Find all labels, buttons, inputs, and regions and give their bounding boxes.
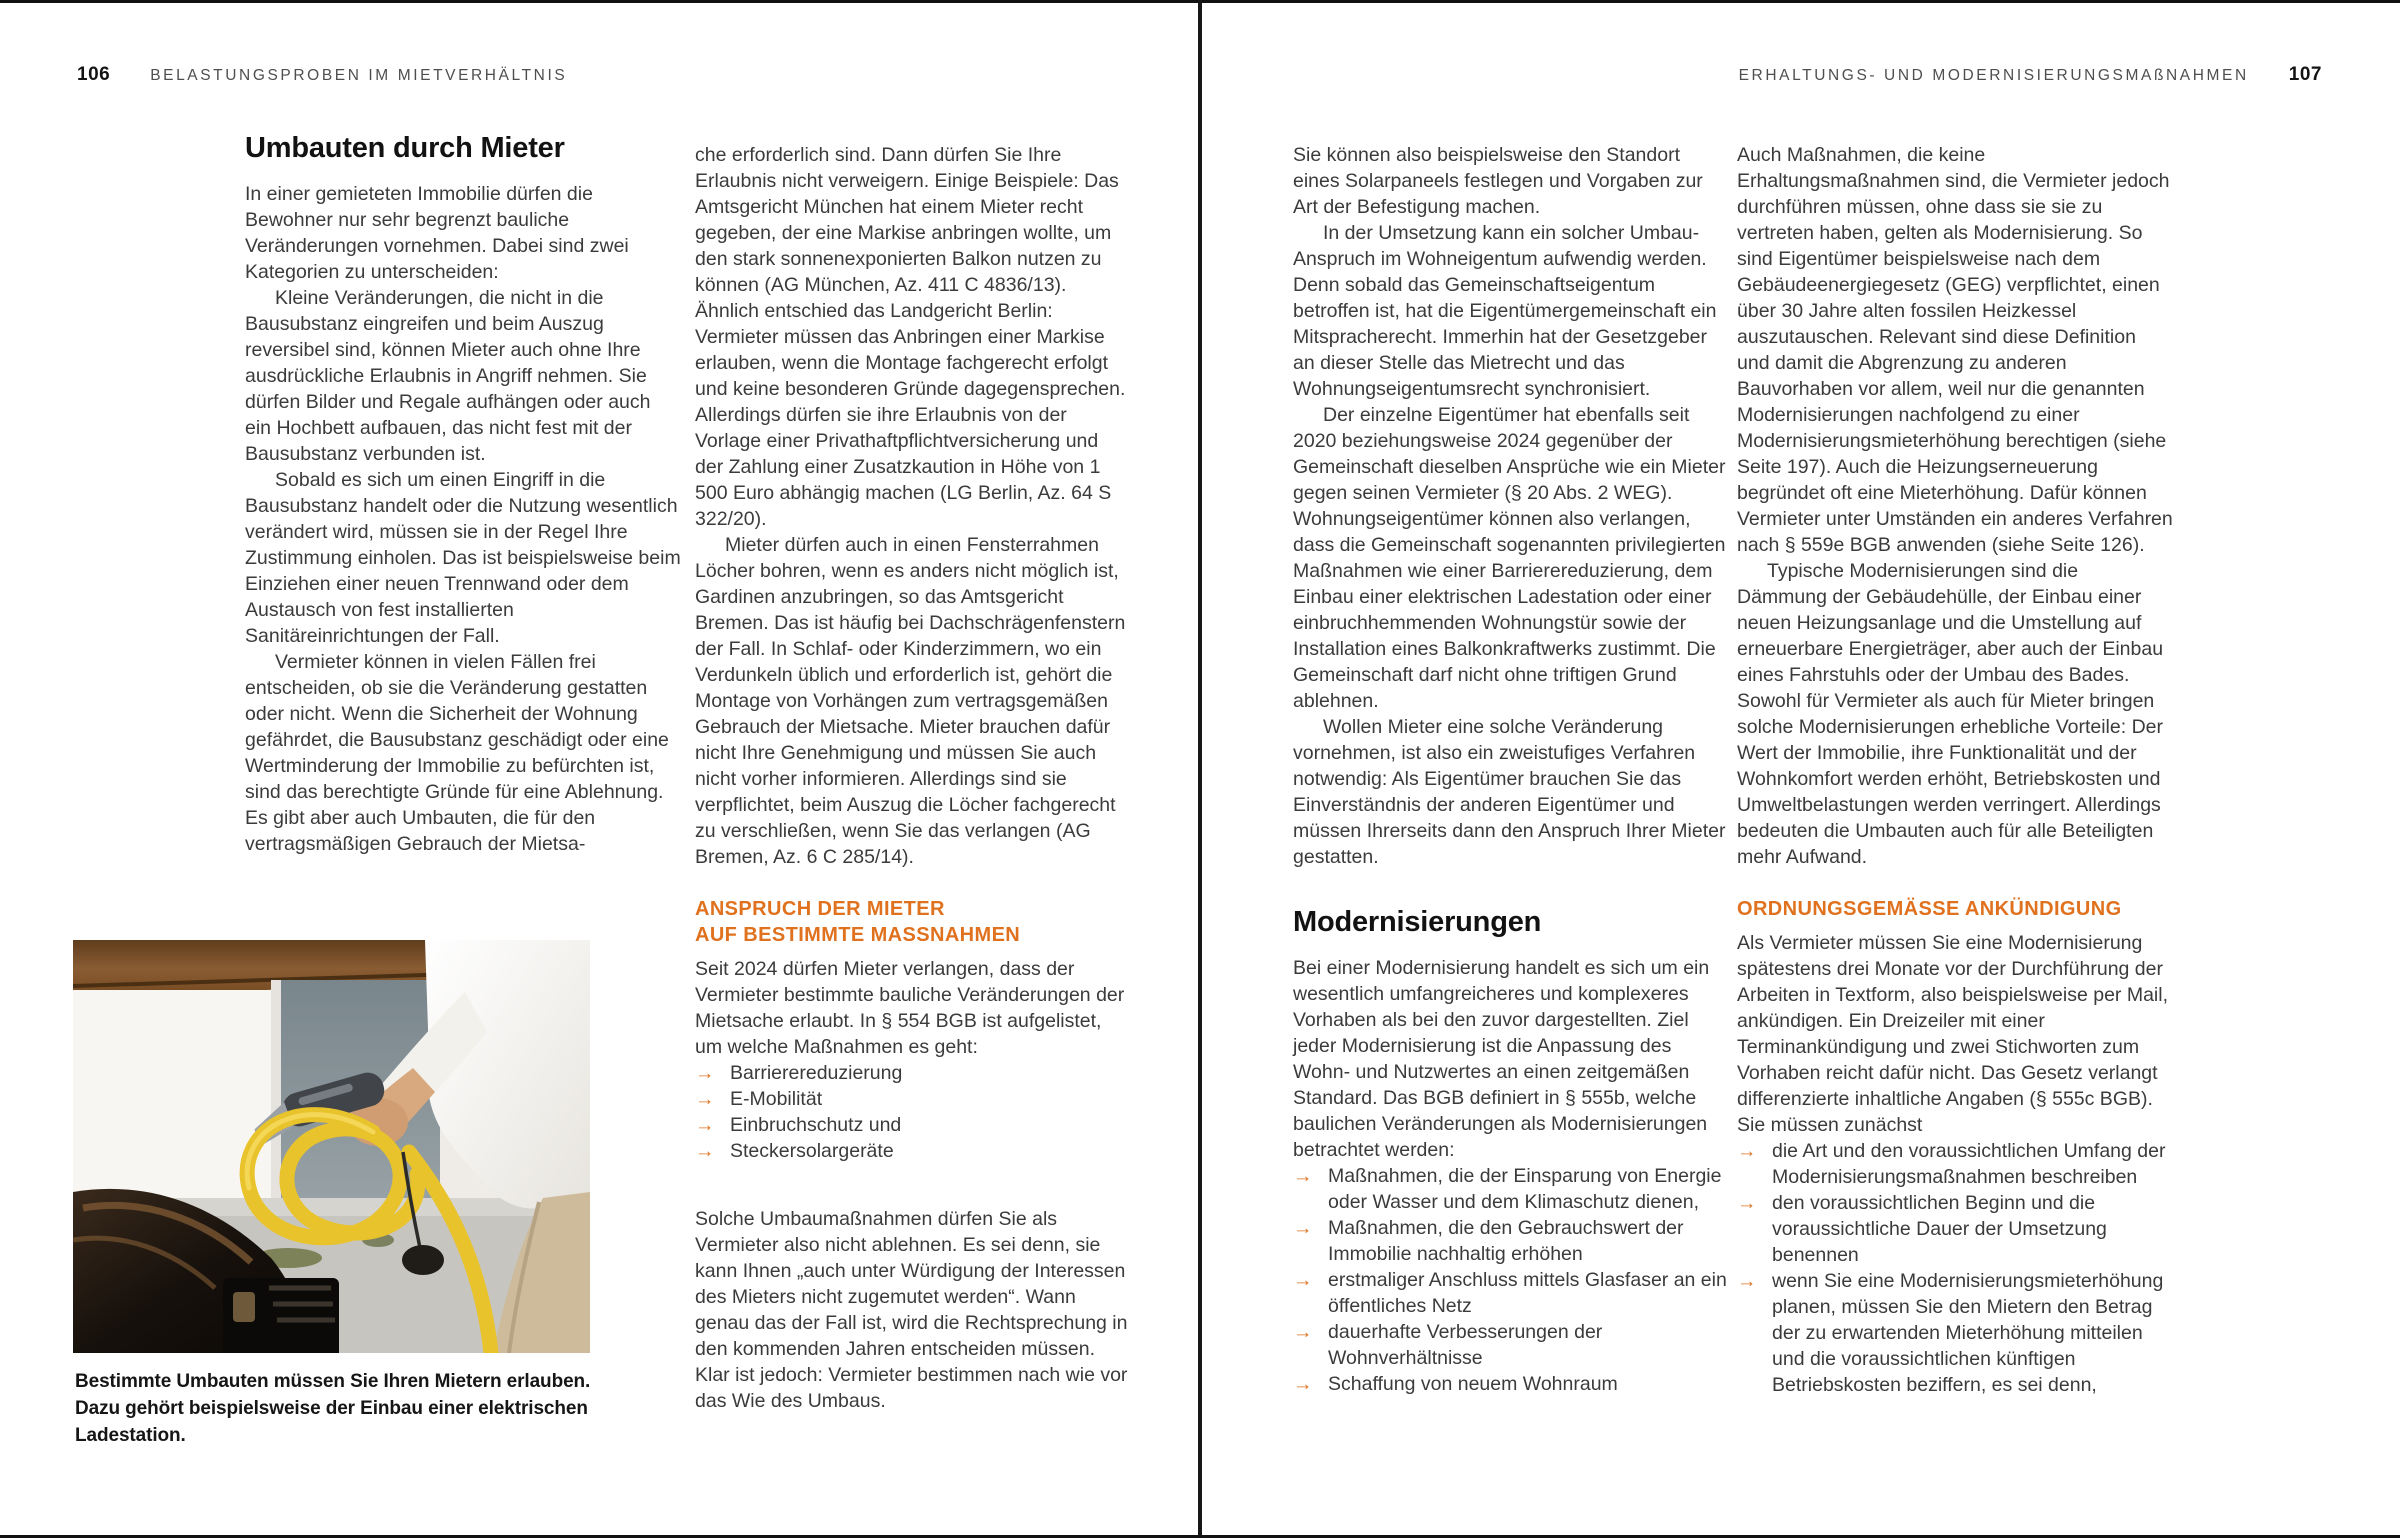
arrow-bullet-icon: → <box>1293 1321 1313 1343</box>
running-head-left <box>77 64 567 86</box>
list-item <box>1293 1163 1729 1215</box>
list-item <box>1737 1190 2173 1268</box>
arrow-bullet-icon: → <box>1293 1217 1313 1239</box>
p107-col2-arrow-list <box>1737 1138 2173 1398</box>
list-item-text: dauerhafte Verbesserungen der Wohnverhältnisse <box>1328 1321 1603 1369</box>
chapter-title-left: BELASTUNGSPROBEN IM MIETVERHÄLTNIS <box>150 67 568 84</box>
body-paragraph: Sobald es sich um einen Eingriff in die Bausubstanz handelt oder die Nutzung wesentlich verändert wird, müssen sie in der Regel Ihre Zustimmung einholen. Das ist beispielsweise beim Einziehen einer neuen Trennwand oder dem Austausch von fest installierten Sanitäreinrichtungen der Fall. <box>245 469 681 647</box>
body-paragraph: Vermieter können in vielen Fällen frei entscheiden, ob sie die Veränderung gestatten oder nicht. Wenn die Sicherheit der Wohnung gefährdet, die Bausubstanz geschädigt oder eine Wertminderung der Immobilie zu befürchten ist, sind das berechtigte Gründe für eine Ablehnung. Es gibt aber auch Umbauten, die für den vertragsmäßigen Gebrauch der Mietsa- <box>245 651 669 855</box>
body-paragraph: Kleine Veränderungen, die nicht in die Bausubstanz eingreifen und beim Auszug reversibel sind, können Mieter auch ohne Ihre ausdrückliche Erlaubnis in Angriff nehmen. Sie dürfen Bilder und Regale aufhängen oder auch ein Hochbett aufbauen, das nicht fest mit der Bausubstanz verbunden ist. <box>245 287 651 465</box>
p106-column-1 <box>245 132 681 857</box>
arrow-bullet-icon: → <box>1737 1270 1757 1292</box>
list-item <box>695 1138 1131 1164</box>
arrow-bullet-icon: → <box>1293 1269 1313 1291</box>
body-paragraph: Mieter dürfen auch in einen Fensterrahmen Löcher bohren, wenn es anders nicht möglich ist, Gardinen anzubringen, so das Amtsgericht Bremen. Das ist häufig bei Dachschrägenfenstern der Fall. In Schlaf- oder Kinderzimmern, wo ein Verdunkeln üblich und erforderlich ist, gehört die Montage von Vorhängen zum vertragsgemäßen Gebrauch der Mietsache. Mieter brauchen dafür nicht Ihre Genehmigung und müssen Sie auch nicht vorher informieren. Allerdings sind sie verpflichtet, beim Auszug die Löcher fachgerecht zu verschließen, wenn Sie das verlangen (AG Bremen, Az. 6 C 285/14). <box>695 534 1126 868</box>
list-item-text: Barrierereduzierung <box>730 1062 903 1084</box>
body-paragraph: Der einzelne Eigentümer hat ebenfalls seit 2020 beziehungsweise 2024 gegenüber der Gemeinschaft dieselben Ansprüche wie ein Mieter gegen seinen Vermieter (§ 20 Abs. 2 WEG). Wohnungseigentümer können also verlangen, dass die Gemeinschaft sogenannten privilegierten Maßnahmen wie einer Barrierereduzierung, dem Einbau einer elektrischen Ladestation oder einer einbruchhemmenden Wohnungstür sowie der Installation eines Balkonkraftwerks zustimmt. Die Gemeinschaft darf nicht ohne triftigen Grund ablehnen. <box>1293 404 1726 712</box>
body-paragraph: che erforderlich sind. Dann dürfen Sie Ihre Erlaubnis nicht verweigern. Einige Beispiele: Das Amtsgericht München hat einem Mieter recht gegeben, der eine Markise anbringen wollte, um den stark sonnenexponierten Balkon nutzen zu können (AG München, Az. 411 C 4836/13). Ähnlich entschied das Landgericht Berlin: Vermieter müssen das Anbringen einer Markise erlauben, wenn die Montage fachgerecht erfolgt und keine besonderen Gründe dagegensprechen. Allerdings dürfen sie ihre Erlaubnis von der Vorlage einer Privathaftpflichtversicherung und der Zahlung einer Zusatzkaution in Höhe von 1 500 Euro abhängig machen (LG Berlin, Az. 64 S 322/20). <box>695 144 1126 530</box>
body-paragraph: In einer gemieteten Immobilie dürfen die Bewohner nur sehr begrenzt bauliche Veränderungen vornehmen. Dabei sind zwei Kategorien zu unterscheiden: <box>245 183 629 283</box>
chapter-title-right: ERHALTUNGS- UND MODERNISIERUNGSMAßNAHMEN <box>1738 67 2249 84</box>
list-item-text: Maßnahmen, die den Gebrauchswert der Immobilie nachhaltig erhöhen <box>1328 1217 1684 1265</box>
list-item <box>695 1086 1131 1112</box>
subhead-line1: ANSPRUCH DER MIETER <box>695 898 945 920</box>
list-item <box>1293 1267 1729 1319</box>
list-item-text: E-Mobilität <box>730 1088 823 1110</box>
p107-column-1 <box>1293 132 1729 1397</box>
list-item-text: Steckersolargeräte <box>730 1140 894 1162</box>
p106-column-2 <box>695 132 1131 1414</box>
p107-col1-paragraphs <box>1293 142 1729 870</box>
list-item <box>695 1112 1131 1138</box>
p107-col2-intro: Als Vermieter müssen Sie eine Modernisierung spätestens drei Monate vor der Durchführung der Arbeiten in Textform, also beispielsweise per Mail, ankündigen. Ein Dreizeiler mit einer Terminankündigung und zwei Stichworten zum Vorhaben reicht dafür nicht. Das Gesetz verlangt differenzierte inhaltliche Angaben (§ 555c BGB). Sie müssen zunächst <box>1737 932 2168 1136</box>
arrow-bullet-icon: → <box>695 1062 715 1084</box>
p107-col1-intro: Bei einer Modernisierung handelt es sich um ein wesentlich umfangreicheres und komplexeres Vorhaben als bei den zuvor dargestellten. Ziel jeder Modernisierung ist die Anpassung des Wohn- und Nutzwertes an einen zeitgemäßen Standard. Das BGB definiert in § 555b, welche baulichen Veränderungen als Modernisierungen betrachtet werden: <box>1293 957 1710 1161</box>
p106-col1-paragraphs <box>245 181 681 857</box>
body-paragraph: Sie können also beispielsweise den Standort eines Solarpaneels festlegen und Vorgaben zur Art der Befestigung machen. <box>1293 144 1703 218</box>
p106-col2-outro: Solche Umbaumaßnahmen dürfen Sie als Vermieter also nicht ablehnen. Es sei denn, sie kann Ihnen „auch unter Würdigung der Interessen des Mieters nicht zugemutet werden“. Wann genau das der Fall ist, wird die Rechtsprechung in den kommenden Jahren entscheiden müssen. Klar ist jedoch: Vermieter bestimmen nach wie vor das Wie des Umbaus. <box>695 1208 1128 1412</box>
running-head-right <box>1739 64 2322 86</box>
p106-col2-paragraphs <box>695 142 1131 870</box>
arrow-bullet-icon: → <box>1737 1192 1757 1214</box>
body-paragraph: Wollen Mieter eine solche Veränderung vornehmen, ist also ein zweistufiges Verfahren notwendig: Als Eigentümer brauchen Sie das Einverständnis der anderen Eigentümer und müssen Ihrerseits dann den Anspruch Ihrer Mieter gestatten. <box>1293 716 1726 868</box>
arrow-bullet-icon: → <box>695 1114 715 1136</box>
arrow-bullet-icon: → <box>695 1088 715 1110</box>
section-heading-umbauten: Umbauten durch Mieter <box>245 132 565 164</box>
p107-column-2 <box>1737 132 2173 1398</box>
arrow-bullet-icon: → <box>695 1140 715 1162</box>
subhead-anspruch <box>695 896 1131 948</box>
page-number-right: 107 <box>2288 64 2322 85</box>
list-item-text: wenn Sie eine Modernisierungsmieterhöhung planen, müssen Sie den Mietern den Betrag der zu erwartenden Mieterhöhung mitteilen und die voraussichtlichen künftigen Betriebskosten beziffern, es sei denn, <box>1772 1270 2164 1396</box>
photo-caption: Bestimmte Umbauten müssen Sie Ihren Mietern erlauben. Dazu gehört beispielsweise der Einbau einer elektrischen Ladestation. <box>75 1371 591 1446</box>
list-item <box>1293 1371 1729 1397</box>
list-item <box>1737 1138 2173 1190</box>
subhead-ankuendigung: ORDNUNGSGEMÄSSE ANKÜNDIGUNG <box>1737 898 2122 920</box>
page-number-left: 106 <box>77 64 111 85</box>
p106-col2-intro: Seit 2024 dürfen Mieter verlangen, dass der Vermieter bestimmte bauliche Veränderungen der Mietsache erlaubt. In § 554 BGB ist aufgelistet, um welche Maßnahmen es geht: <box>695 958 1125 1058</box>
list-item-text: erstmaliger Anschluss mittels Glasfaser an ein öffentliches Netz <box>1328 1269 1727 1317</box>
list-item-text: Einbruchschutz und <box>730 1114 902 1136</box>
arrow-bullet-icon: → <box>1293 1165 1313 1187</box>
arrow-bullet-icon: → <box>1293 1373 1313 1395</box>
list-item-text: Maßnahmen, die der Einsparung von Energie oder Wasser und dem Klimaschutz dienen, <box>1328 1165 1722 1213</box>
body-paragraph: Auch Maßnahmen, die keine Erhaltungsmaßnahmen sind, die Vermieter jedoch durchführen müssen, ohne dass sie sie zu vertreten haben, gelten als Modernisierung. So sind Eigentümer beispielsweise nach dem Gebäudeenergiegesetz (GEG) verpflichtet, einen über 30 Jahre alten fossilen Heizkessel auszutauschen. Relevant sind diese Definition und damit die Abgrenzung zu anderen Bauvorhaben vor allem, weil nur die genannten Modernisierungen nachfolgend zu einer Modernisierungsmieterhöhung berechtigen (siehe Seite 197). Auch die Heizungserneuerung begründet oft eine Mieterhöhung. Dafür können Vermieter unter Umständen ein anderes Verfahren nach § 559e BGB anwenden (siehe Seite 126). <box>1737 144 2173 556</box>
list-item <box>1737 1268 2173 1398</box>
subhead-line2: AUF BESTIMMTE MASSNAHMEN <box>695 924 1021 946</box>
arrow-bullet-icon: → <box>1737 1140 1757 1162</box>
section-heading-modernisierungen: Modernisierungen <box>1293 906 1542 938</box>
photo-ev-charging-art <box>73 940 590 1353</box>
list-item <box>1293 1215 1729 1267</box>
list-item-text: Schaffung von neuem Wohnraum <box>1328 1373 1618 1395</box>
list-item-text: den voraussichtlichen Beginn und die voraussichtliche Dauer der Umsetzung benennen <box>1772 1192 2107 1266</box>
list-item-text: die Art und den voraussichtlichen Umfang der Modernisierungsmaßnahmen beschreiben <box>1772 1140 2166 1188</box>
p106-arrow-list <box>695 1060 1131 1164</box>
list-item <box>695 1060 1131 1086</box>
p107-col1-arrow-list <box>1293 1163 1729 1397</box>
page-gutter-divider <box>1198 0 1202 1538</box>
p107-col2-paragraphs <box>1737 142 2173 870</box>
body-paragraph: In der Umsetzung kann ein solcher Umbau-Anspruch im Wohneigentum aufwendig werden. Denn sobald das Gemeinschaftseigentum betroffen ist, hat die Eigentümergemeinschaft ein Mitspracherecht. Immerhin hat der Gesetzgeber an dieser Stelle das Mietrecht und das Wohnungseigentumsrecht synchronisiert. <box>1293 222 1717 400</box>
list-item <box>1293 1319 1729 1371</box>
photo-ev-charging <box>73 940 590 1353</box>
body-paragraph: Typische Modernisierungen sind die Dämmung der Gebäudehülle, der Einbau einer neuen Heizungsanlage und die Umstellung auf erneuerbare Energieträger, aber auch der Einbau eines Fahrstuhls oder der Umbau des Bades. Sowohl für Vermieter als auch für Mieter bringen solche Modernisierungen erhebliche Vorteile: Der Wert der Immobilie, ihre Funktionalität und der Wohnkomfort werden erhöht, Betriebskosten und Umweltbelastungen werden verringert. Allerdings bedeuten die Umbauten auch für alle Beteiligten mehr Aufwand. <box>1737 560 2164 868</box>
